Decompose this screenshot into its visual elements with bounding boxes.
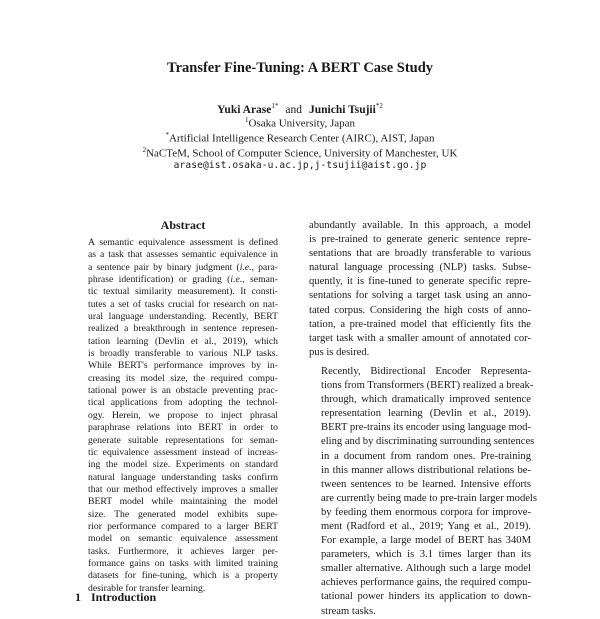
paragraph2-line: representation learning (Devlin et al., 2019). (321, 408, 531, 420)
abstract-line: tutes a set of tasks crucial for research on nat- (88, 298, 278, 310)
abstract-line: desirable for transfer learning. (88, 582, 206, 594)
abstract-line: model on semantic equivalence assessment (88, 533, 278, 545)
abstract-line: BERT model while maintaining the model (88, 496, 278, 508)
paragraph2-line: by feeding them enormous corpora for improve- (321, 506, 531, 518)
abstract-line: is broadly transferable to various NLP tasks. (88, 348, 278, 360)
author-separator: and (285, 103, 302, 116)
paragraph2-line: tween sentences to be learned. Intensive efforts (321, 478, 531, 490)
paragraph1-line: tated corpus. Considering the high costs of anno- (309, 304, 531, 316)
author-yuki-arase: Yuki Arase$^{1*}$ (217, 102, 279, 116)
abstract-line: tation learning (Devlin et al., 2019), which (88, 335, 278, 347)
paragraph2-line: parameters, which is 3.1 times larger than its (321, 549, 531, 561)
paragraph1-line: pus is desired. (309, 346, 370, 358)
paragraph2-line: tational power hinders its application to down- (321, 591, 531, 603)
abstract-line: tic textual similarity measurement). It consti- (88, 286, 278, 298)
abstract-line: natural language understanding tasks confirm (88, 471, 278, 483)
paragraph1-line: is pre-trained to generate generic sentence repre- (309, 234, 531, 246)
paragraph2-line: stream tasks. (321, 605, 376, 617)
intro-paragraph-1 (309, 219, 531, 360)
paragraph2-line: For example, a large model of BERT has 340M (321, 535, 531, 547)
abstract-line: tasks. Furthermore, it achieves larger per- (88, 545, 278, 557)
paragraph2-line: tions from Transformers (BERT) realized a break- (321, 380, 534, 392)
abstract-line: While BERT's performance improves by in- (88, 360, 278, 372)
paragraph2-line: are currently being made to pre-train larger models (321, 492, 538, 504)
paragraph2-line: smaller alternative. Although such a large model (321, 563, 531, 575)
section-title: Introduction (91, 590, 157, 604)
paragraph1-line: sentations for solving a target task using an anno- (309, 290, 531, 302)
abstract-line: that our method effectively improves a smaller (88, 483, 278, 495)
section-heading-introduction (75, 590, 156, 605)
paragraph2-line: Recently, Bidirectional Encoder Representa- (321, 365, 531, 377)
author-junichi-tsujii: Junichi Tsujii$^{*2}$ (309, 102, 383, 116)
paragraph1-line: sentations that are broadly transferable to various (309, 248, 531, 260)
affiliation-osaka: $^1$Osaka University, Japan (244, 116, 355, 130)
abstract-line: ural language understanding. Recently, BERT (88, 311, 278, 323)
abstract-line: size. The generated model exhibits supe- (88, 508, 278, 520)
paragraph2-line: in this manner allows distributional relations be- (321, 464, 531, 476)
intro-paragraph-2 (309, 365, 538, 619)
abstract-line: phrase identification) or grading (i.e., seman- (88, 274, 279, 286)
abstract-line: paraphrase relations into BERT in order to (88, 422, 278, 434)
abstract-line: ing the model size. Experiments on standard (88, 459, 278, 471)
paragraph1-line: quently, it is fine-tuned to generate specific repre- (309, 276, 531, 288)
paragraph2-line: BERT pre-trains its encoder using language mod- (321, 422, 531, 434)
abstract-body (88, 237, 278, 595)
abstract-line: tic equivalence assessment instead of increas- (88, 446, 278, 458)
paragraph1-line: natural language processing (NLP) tasks. Subse- (309, 262, 531, 274)
paragraph2-line: through, which dramatically improved sentence (321, 394, 531, 406)
abstract-line: tational power is an obstacle preventing prac- (88, 385, 278, 397)
abstract-line: formance gains on tasks with limited training (88, 557, 278, 569)
paragraph1-line: target task with a smaller amount of annotated cor- (309, 332, 531, 344)
paper-title: Transfer Fine-Tuning: A BERT Case Study (166, 60, 434, 76)
abstract-line: as a task that assesses semantic equivalence in (88, 249, 278, 261)
affiliation-nactem: $^2$NaCTeM, School of Computer Science, University of Manchester, UK (142, 146, 458, 160)
affiliation-airc: *Artificial Intelligence Research Center (AIRC), AIST, Japan (165, 131, 435, 145)
abstract-heading: Abstract (160, 218, 206, 232)
section-number: 1 (75, 590, 81, 604)
abstract-line: A semantic equivalence assessment is defined (88, 237, 278, 248)
author-emails: arase@ist.osaka-u.ac.jp,j-tsujii@aist.go.jp (173, 160, 427, 171)
paragraph2-line: in a document from random ones. Pre-training (321, 450, 531, 462)
abstract-line: generate suitable representations for seman- (88, 434, 278, 446)
abstract-line: ogy. Herein, we propose to inject phrasal (88, 409, 278, 421)
abstract-line: a sentence pair by binary judgment (i.e., para- (88, 261, 278, 273)
intro-right-column (309, 219, 538, 619)
abstract-line: creasing its model size, the required compu- (88, 372, 278, 384)
abstract-line: rior performance compared to a larger BERT (88, 520, 278, 532)
paragraph2-line: eling and by discriminating surrounding sentences (321, 436, 535, 448)
paragraph2-line: ment (Radford et al., 2019; Yang et al., 2019). (321, 520, 531, 532)
abstract-line: realized a breakthrough in sentence represen- (88, 323, 278, 335)
abstract-line: tical applications from adopting the technol- (88, 397, 278, 409)
paragraph2-line: achieves performance gains, the required compu- (321, 577, 531, 589)
paragraph1-line: abundantly available. In this approach, a model (309, 220, 531, 231)
abstract-line: datasets for fine-tuning, which is a property (88, 570, 278, 582)
paragraph1-line: tation, a pre-trained model that efficiently fits the (309, 318, 531, 330)
